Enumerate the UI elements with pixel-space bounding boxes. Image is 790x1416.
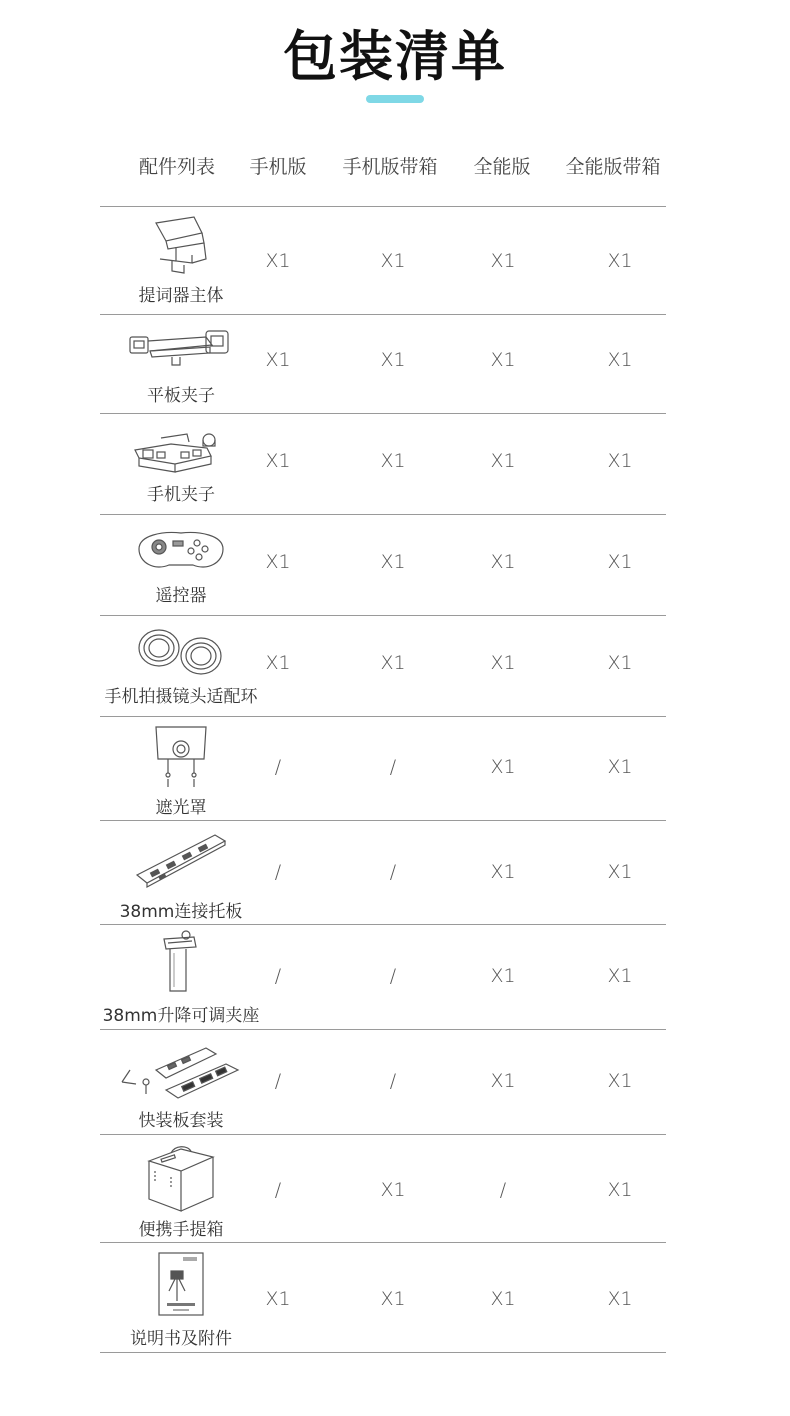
item-cell — [100, 717, 262, 820]
table-row — [100, 1243, 666, 1353]
quick-release-plate-kit-icon — [116, 1042, 246, 1102]
qty-phone-version: / — [274, 965, 282, 987]
qty-phone-version: X1 — [265, 250, 291, 272]
qty-phone-version-with-case: X1 — [380, 551, 406, 573]
item-cell — [100, 515, 262, 615]
qty-full-version-with-case: X1 — [607, 250, 633, 272]
item-cell — [100, 1243, 262, 1352]
table-row — [100, 315, 666, 414]
header-full-version-with-case: 全能版带箱 — [565, 156, 661, 178]
qty-phone-version: / — [274, 1070, 282, 1092]
qty-phone-version: / — [274, 1179, 282, 1201]
item-name: 便携手提箱 — [138, 1220, 224, 1240]
page-title: 包装清单 — [283, 25, 507, 88]
item-cell — [100, 414, 262, 514]
qty-full-version: / — [499, 1179, 507, 1201]
qty-phone-version-with-case: X1 — [380, 1179, 406, 1201]
item-cell — [100, 315, 262, 413]
qty-phone-version: X1 — [265, 349, 291, 371]
qty-full-version: X1 — [490, 1070, 516, 1092]
packing-list-table — [100, 140, 666, 1353]
qty-full-version: X1 — [490, 652, 516, 674]
item-name: 遮光罩 — [155, 798, 207, 818]
qty-phone-version-with-case: X1 — [380, 450, 406, 472]
item-name: 38mm升降可调夹座 — [102, 1006, 260, 1026]
qty-full-version-with-case: X1 — [607, 1288, 633, 1310]
item-cell — [100, 1030, 262, 1134]
item-name: 说明书及附件 — [130, 1329, 232, 1349]
qty-phone-version-with-case: / — [389, 1070, 397, 1092]
qty-phone-version-with-case: / — [389, 861, 397, 883]
table-row — [100, 414, 666, 515]
qty-phone-version-with-case: X1 — [380, 1288, 406, 1310]
qty-full-version: X1 — [490, 349, 516, 371]
qty-phone-version-with-case: X1 — [380, 250, 406, 272]
qty-phone-version: X1 — [265, 551, 291, 573]
item-name: 快装板套装 — [138, 1111, 224, 1131]
qty-phone-version: / — [274, 756, 282, 778]
qty-phone-version-with-case: / — [389, 965, 397, 987]
item-cell — [100, 616, 262, 716]
qty-full-version: X1 — [490, 756, 516, 778]
connecting-plate-icon — [131, 827, 231, 891]
table-row — [100, 821, 666, 925]
title-underline — [366, 95, 424, 103]
qty-full-version-with-case: X1 — [607, 861, 633, 883]
qty-full-version-with-case: X1 — [607, 450, 633, 472]
item-name: 提词器主体 — [138, 286, 224, 306]
qty-full-version: X1 — [490, 250, 516, 272]
phone-clamp-icon — [131, 428, 231, 478]
qty-phone-version: X1 — [265, 652, 291, 674]
manual-icon — [153, 1251, 209, 1321]
qty-phone-version-with-case: X1 — [380, 349, 406, 371]
qty-phone-version: X1 — [265, 1288, 291, 1310]
item-name: 38mm连接托板 — [119, 902, 243, 922]
item-cell — [100, 1135, 262, 1242]
qty-full-version-with-case: X1 — [607, 756, 633, 778]
qty-phone-version: X1 — [265, 450, 291, 472]
table-row — [100, 925, 666, 1030]
item-cell — [100, 207, 262, 314]
qty-full-version-with-case: X1 — [607, 349, 633, 371]
carrying-case-icon — [141, 1141, 221, 1213]
remote-control-icon — [133, 527, 229, 577]
item-cell — [100, 821, 262, 924]
lens-adapter-ring-icon — [131, 624, 231, 680]
item-name: 手机拍摄镜头适配环 — [104, 687, 258, 707]
tablet-clamp-icon — [126, 327, 236, 377]
qty-full-version-with-case: X1 — [607, 652, 633, 674]
header-full-version: 全能版 — [473, 156, 531, 178]
item-name: 手机夹子 — [147, 485, 215, 505]
header-phone-version-with-case: 手机版带箱 — [342, 156, 438, 178]
item-cell — [100, 925, 262, 1029]
qty-full-version-with-case: X1 — [607, 1070, 633, 1092]
table-header — [100, 140, 666, 207]
light-hood-icon — [146, 723, 216, 793]
table-row — [100, 1135, 666, 1243]
qty-full-version: X1 — [490, 551, 516, 573]
qty-phone-version-with-case: / — [389, 756, 397, 778]
teleprompter-body-icon — [136, 215, 226, 279]
header-accessory-list: 配件列表 — [138, 156, 216, 178]
qty-full-version: X1 — [490, 861, 516, 883]
table-row — [100, 1030, 666, 1135]
qty-full-version-with-case: X1 — [607, 551, 633, 573]
table-row — [100, 616, 666, 717]
qty-full-version-with-case: X1 — [607, 965, 633, 987]
height-adjustable-mount-icon — [156, 929, 206, 1001]
table-row — [100, 207, 666, 315]
qty-phone-version: / — [274, 861, 282, 883]
qty-full-version-with-case: X1 — [607, 1179, 633, 1201]
qty-full-version: X1 — [490, 1288, 516, 1310]
item-name: 遥控器 — [155, 586, 207, 606]
table-row — [100, 515, 666, 616]
qty-full-version: X1 — [490, 965, 516, 987]
header-phone-version: 手机版 — [249, 156, 307, 178]
qty-phone-version-with-case: X1 — [380, 652, 406, 674]
item-name: 平板夹子 — [147, 386, 215, 406]
qty-full-version: X1 — [490, 450, 516, 472]
table-row — [100, 717, 666, 821]
